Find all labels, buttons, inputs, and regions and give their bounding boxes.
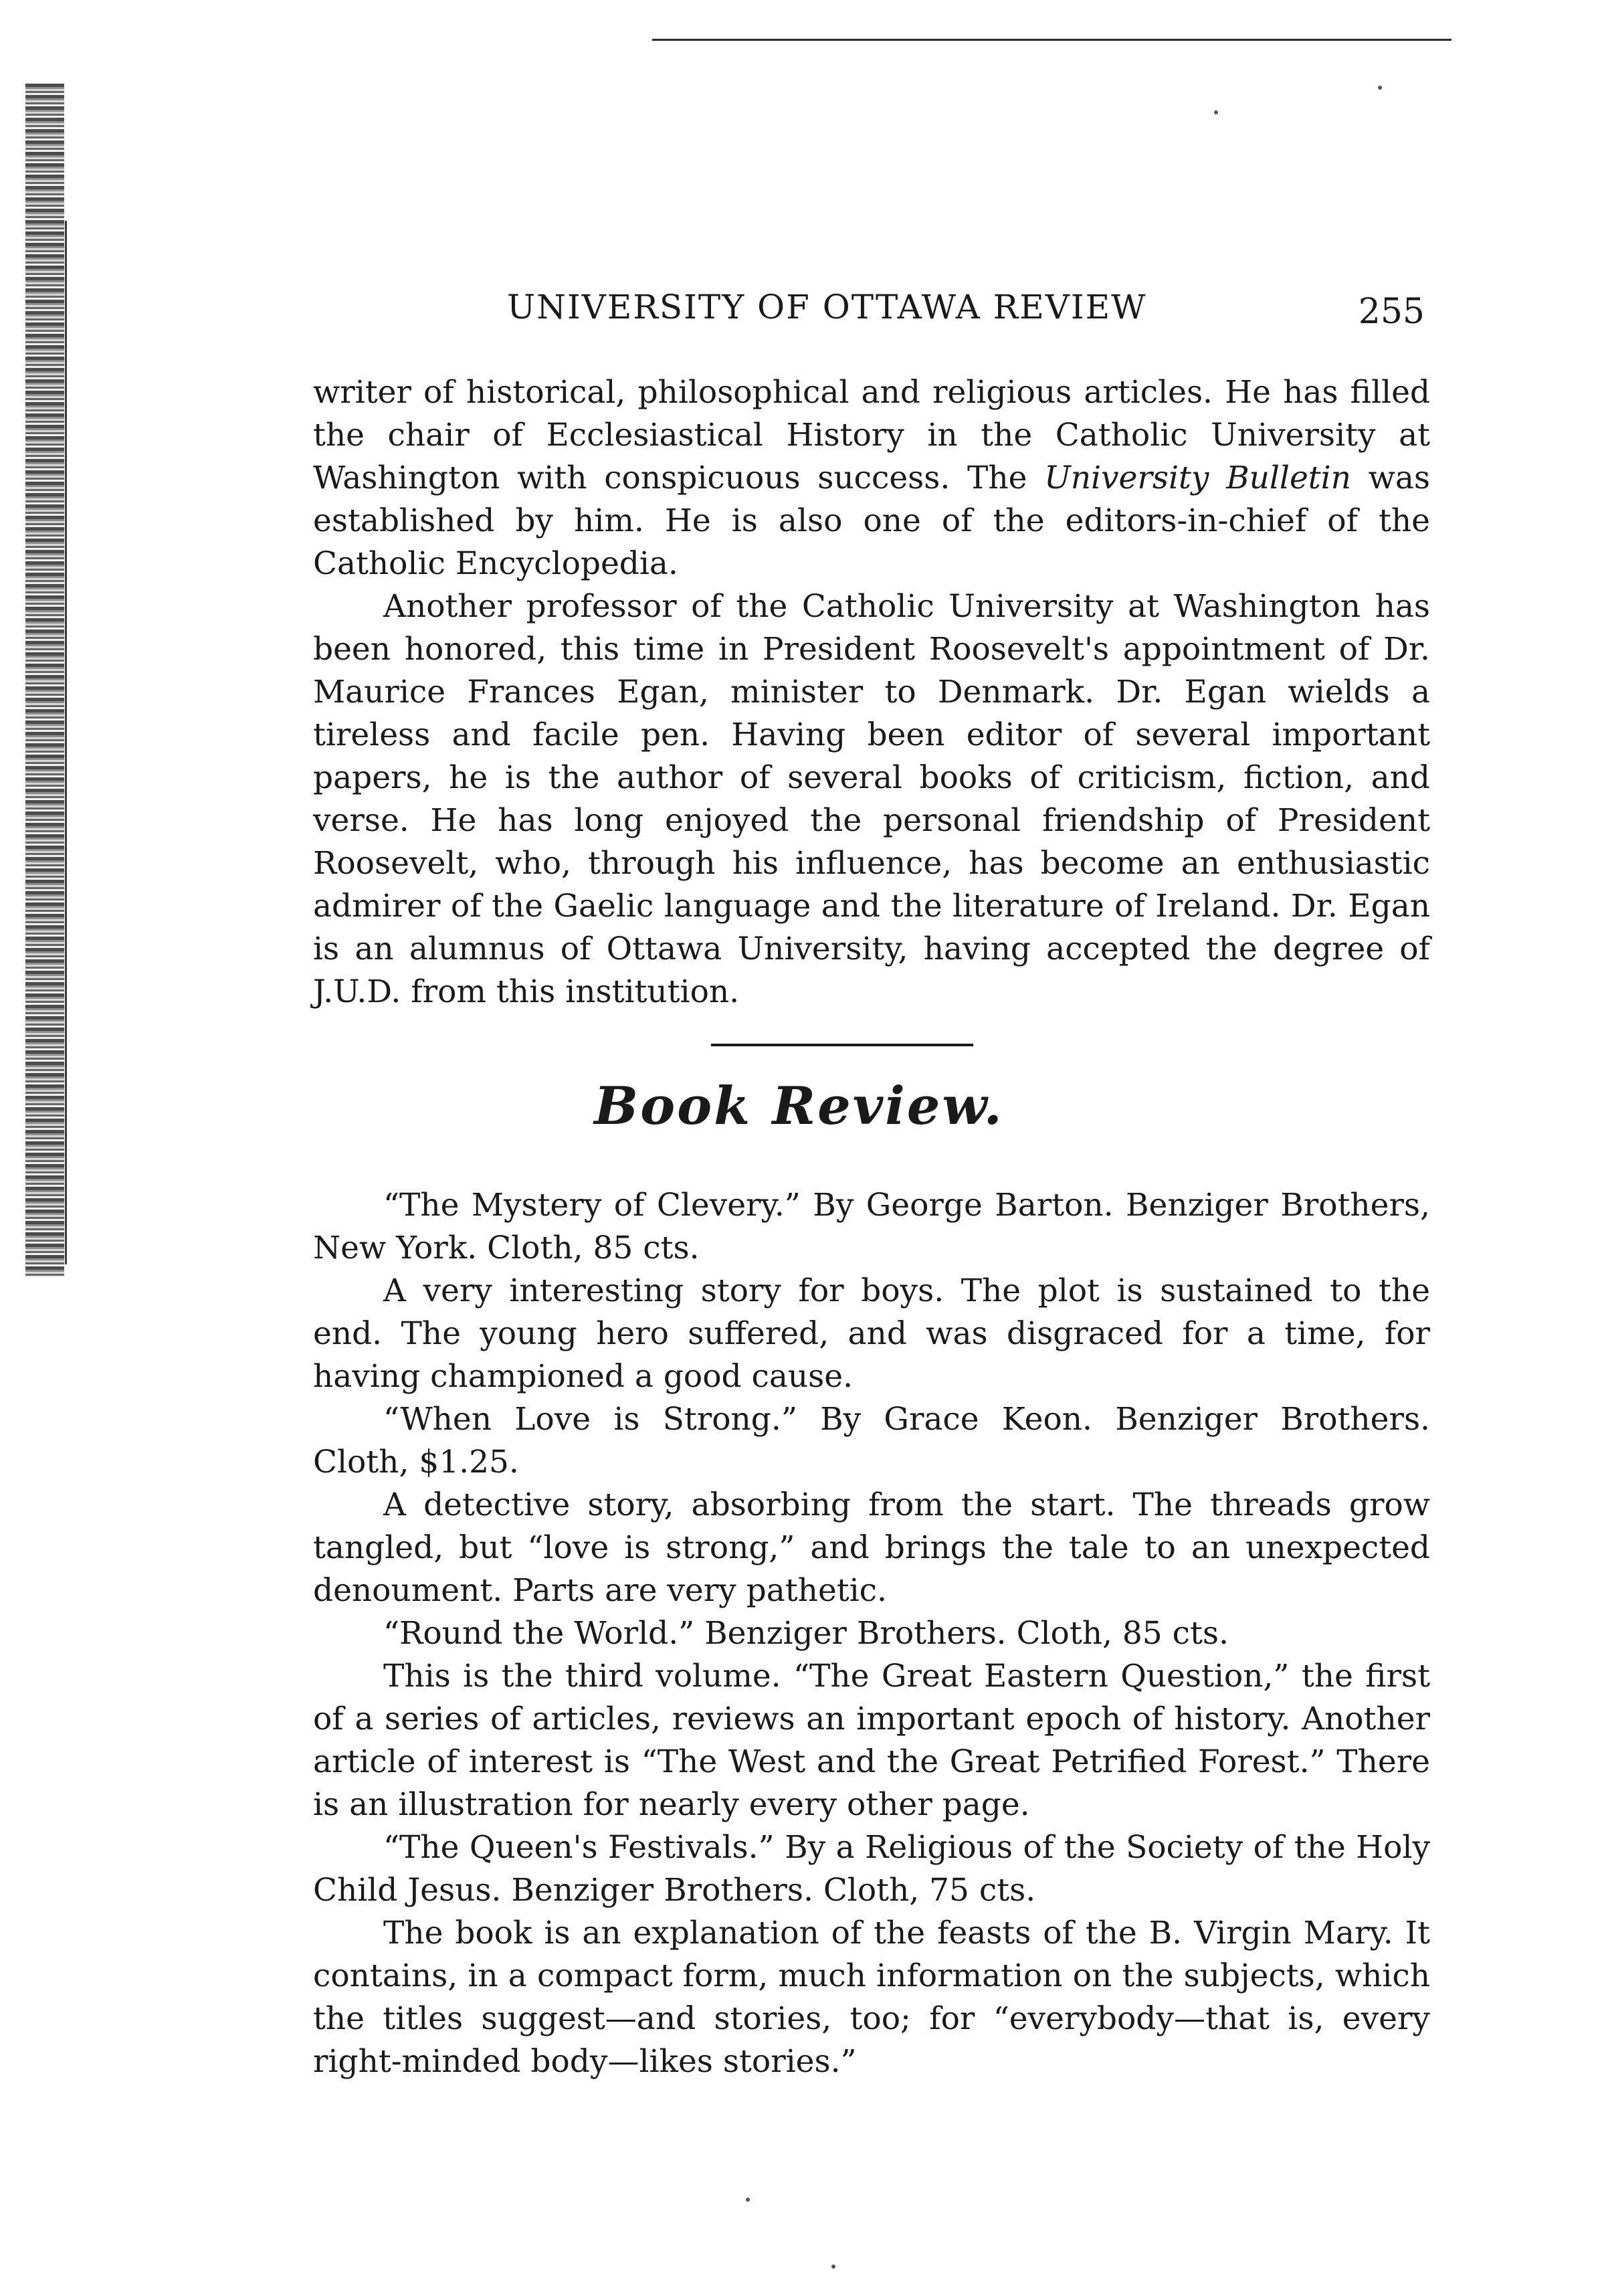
paragraph: Another professor of the Catholic University at Washington has been honored, this time in President Roosevelt's appointment of Dr. Maurice Frances Egan, minister to Denmark. Dr. Egan wields a tireless and facile pen. Having been editor of several important papers, he is the author of several books of criticism, fiction, and verse. He has long enjoyed the personal friendship of President Roosevelt, who, through his influence, has become an enthusiastic admirer of the Gaelic language and the literature of Ireland. Dr. Egan is an alumnus of Ottawa University, having accepted the degree of J.U.D. from this institution. [313,588,1430,1010]
review-entry: “The Queen's Festivals.” By a Religious of the Society of the Holy Child Jesus. Benziger Brothers. Cloth, 75 cts. [313,1829,1430,1909]
review-entry: “Round the World.” Benziger Brothers. Cloth, 85 cts. [383,1615,1229,1652]
review-text: This is the third volume. “The Great Eastern Question,” the first of a series of articles, reviews an important epoch of history. Another article of interest is “The West and the Great Petrified Forest.” There is an illustration for nearly every other page. [313,1658,1430,1823]
review-entry: “When Love is Strong.” By Grace Keon. Benziger Brothers. Cloth, $1.25. [313,1401,1430,1480]
review-text: A detective story, absorbing from the start. The threads grow tangled, but “love is strong,” and brings the tale to an unexpected denoument. Parts are very pathetic. [313,1487,1430,1609]
review-text: A very interesting story for boys. The plot is sustained to the end. The young hero suffered, and was disgraced for a time, for having championed a good cause. [313,1272,1430,1395]
section-heading: Book Review. [594,1076,1004,1137]
intro-text [313,371,1430,1014]
text-span: was established by him. He is also one of the editors-in-chief of the Catholic Encyclopedia. [313,460,1431,582]
stray-mark [831,2265,835,2269]
italic-title: University Bulletin [1044,460,1351,496]
text-span: writer of historical, philosophical and religious articles. He has filled the chair of Ecclesiastical History in the Catholic University at Washington with conspicuous success. The [313,374,1430,496]
page-number: 255 [1358,292,1425,332]
stray-mark [1214,110,1218,114]
section-rule [711,1044,973,1046]
stray-mark [746,2198,750,2202]
book-reviews [313,1184,1430,2083]
page-header [314,288,1425,341]
top-rule [652,39,1452,41]
stray-mark [1378,86,1382,90]
running-head: UNIVERSITY OF OTTAWA REVIEW [507,288,1147,326]
review-text: The book is an explanation of the feasts of the B. Virgin Mary. It contains, in a compact form, much information on the subjects, which the titles suggest—and stories, too; for “everybody—that is, every right-minded body—likes stories.” [313,1915,1430,2080]
paragraph [313,371,1430,585]
review-entry: “The Mystery of Clevery.” By George Barton. Benziger Brothers, New York. Cloth, 85 cts. [313,1187,1430,1266]
